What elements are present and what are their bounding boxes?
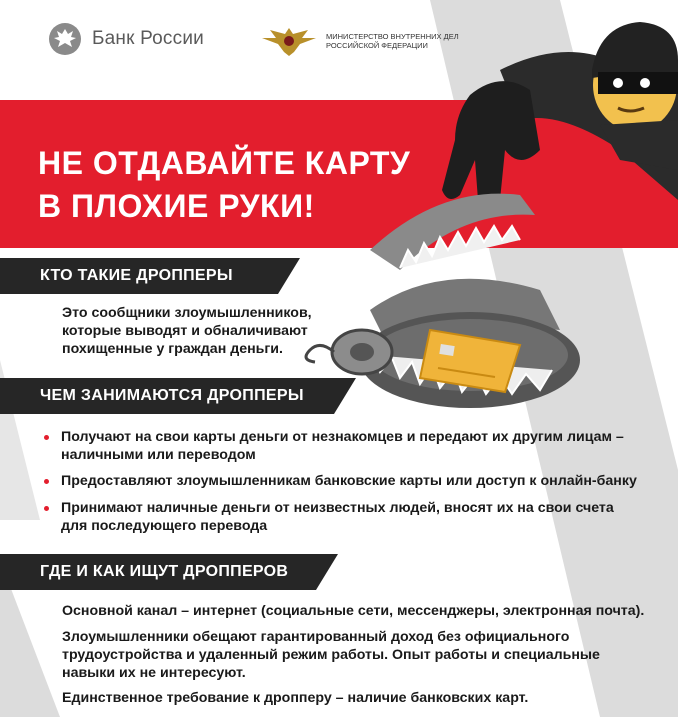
bullet-1-line-2: наличными или переводом (61, 447, 256, 463)
where-p2-line-3: навыки их не интересуют. (62, 665, 246, 681)
bullet-dot (44, 506, 49, 511)
bullet-dot (44, 479, 49, 484)
section-what-droppers-do-header (0, 378, 334, 414)
bank-name: Банк России (92, 28, 204, 49)
list-item (44, 499, 644, 535)
where-p2-line-2: трудоустройства и удаленный режим работы. Опыт работы и специальные (62, 647, 600, 663)
bullet-dot (44, 435, 49, 440)
who-line-2: которые выводят и обналичивают (62, 323, 308, 339)
section-what-title: ЧЕМ ЗАНИМАЮТСЯ ДРОППЕРЫ (40, 387, 304, 404)
section-who-are-droppers-header (0, 258, 278, 294)
mvd-eagle-icon (258, 24, 320, 58)
bullet-3-line-2: для последующего перевода (61, 518, 268, 534)
double-headed-eagle-icon (48, 22, 82, 56)
who-line-3: похищенные у граждан деньги. (62, 341, 283, 357)
where-paragraph-3: Единственное требование к дропперу – наличие банковских карт. (62, 690, 529, 706)
section-who-title: КТО ТАКИЕ ДРОППЕРЫ (40, 267, 233, 284)
where-paragraph-1: Основной канал – интернет (социальные сети, мессенджеры, электронная почта). (62, 603, 645, 619)
headline-line-2: В ПЛОХИЕ РУКИ! (38, 188, 315, 224)
list-item (44, 428, 644, 464)
who-line-1: Это сообщники злоумышленников, (62, 305, 312, 321)
mvd-name: МИНИСТЕРСТВО ВНУТРЕННИХ ДЕЛ РОССИЙСКОЙ ФЕДЕРАЦИИ (326, 32, 459, 50)
headline (38, 142, 458, 228)
bank-of-russia-logo (48, 22, 204, 56)
where-p2-line-1: Злоумышленники обещают гарантированный доход без официального (62, 629, 570, 645)
headline-line-1: НЕ ОТДАВАЙТЕ КАРТУ (38, 145, 411, 181)
section-where-how-header (0, 554, 316, 590)
where-paragraph-2 (62, 628, 662, 682)
bullet-3-line-1: Принимают наличные деньги от неизвестных людей, вносят их на свои счета (61, 500, 614, 516)
mvd-logo (258, 24, 466, 58)
bullet-2-line-1: Предоставляют злоумышленникам банковские карты или доступ к онлайн-банку (61, 473, 637, 489)
bullet-1-line-1: Получают на свои карты деньги от незнакомцев и передают их другим лицам – (61, 429, 624, 445)
list-item (44, 472, 644, 490)
section-where-title: ГДЕ И КАК ИЩУТ ДРОППЕРОВ (40, 563, 289, 580)
section-who-text (62, 304, 362, 358)
